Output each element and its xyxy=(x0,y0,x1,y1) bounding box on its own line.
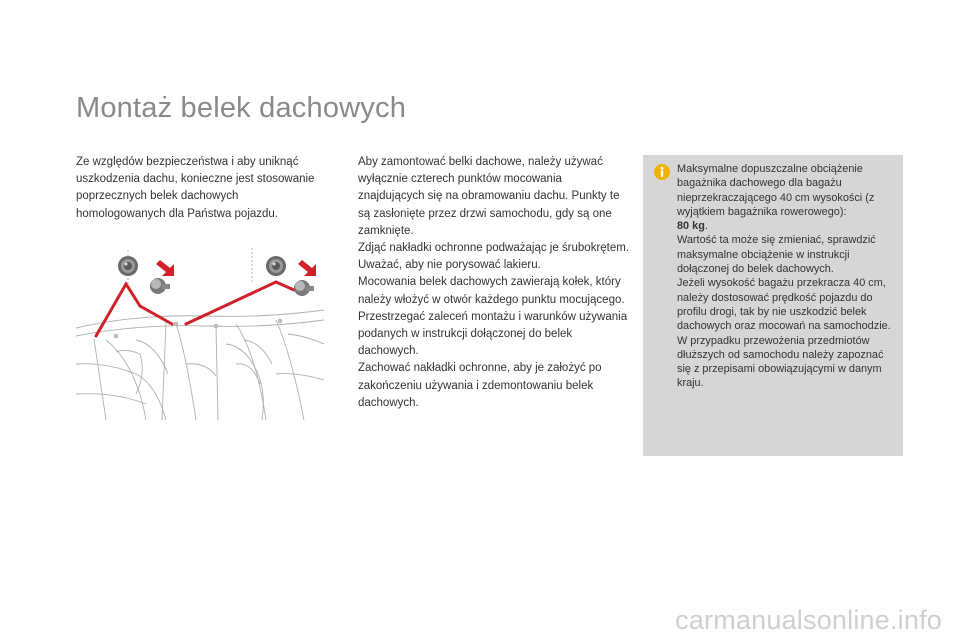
info-paragraph: Wartość ta może się zmieniać, sprawdzić maksymalne obciążenie w instrukcji dołączonej do belek dachowych. xyxy=(677,234,876,276)
page-title: Montaż belek dachowych xyxy=(76,92,407,124)
mounting-instructions xyxy=(358,154,630,412)
info-load-text: Maksymalne dopuszczalne obciążenie bagażnika dachowego dla bagażu nieprzekraczającego 40 cm wysokości (z wyjątkiem bagażnika rowerowego): 80 kg. xyxy=(677,163,875,233)
instruction-paragraph: Aby zamontować belki dachowe, należy używać wyłącznie czterech punktów mocowania znajdujących się na obramowaniu dachu. Punkty te są zasłonięte przez drzwi samochodu, gdy są one zamknięte. xyxy=(358,156,620,237)
info-box xyxy=(643,155,903,456)
instruction-paragraph: Zachować nakładki ochronne, aby je założyć po zakończeniu używania i zdemontowaniu belek dachowych. xyxy=(358,362,602,409)
info-icon xyxy=(654,164,670,180)
instruction-paragraph: Przestrzegać zaleceń montażu i warunków używania podanych w instrukcji dołączonej do belek dachowych. xyxy=(358,310,628,358)
intro-text: Ze względów bezpieczeństwa i aby uniknąć uszkodzenia dachu, konieczne jest stosowanie poprzecznych belek dachowych homologowanych dla Państwa pojazdu. xyxy=(76,156,315,220)
roof-mounting-illustration xyxy=(76,244,324,420)
info-paragraph: W przypadku przewożenia przedmiotów dłuższych od samochodu należy zapoznać się z przepisami obowiązującymi w danym kraju. xyxy=(677,334,884,390)
instruction-paragraph: Mocowania belek dachowych zawierają kołek, który należy włożyć w otwór każdego punktu mocującego. xyxy=(358,276,625,306)
instruction-paragraph: Zdjąć nakładki ochronne podważając je śrubokrętem. Uważać, aby nie porysować lakieru. xyxy=(358,242,630,272)
watermark: carmanualsonline.info xyxy=(675,605,942,635)
info-paragraph: Jeżeli wysokość bagażu przekracza 40 cm, należy dostosować prędkość pojazdu do profilu drogi, tak by nie uszkodzić belek dachowych oraz mocowań na samochodzie. xyxy=(677,277,891,333)
max-load-value: 80 kg xyxy=(677,220,705,233)
